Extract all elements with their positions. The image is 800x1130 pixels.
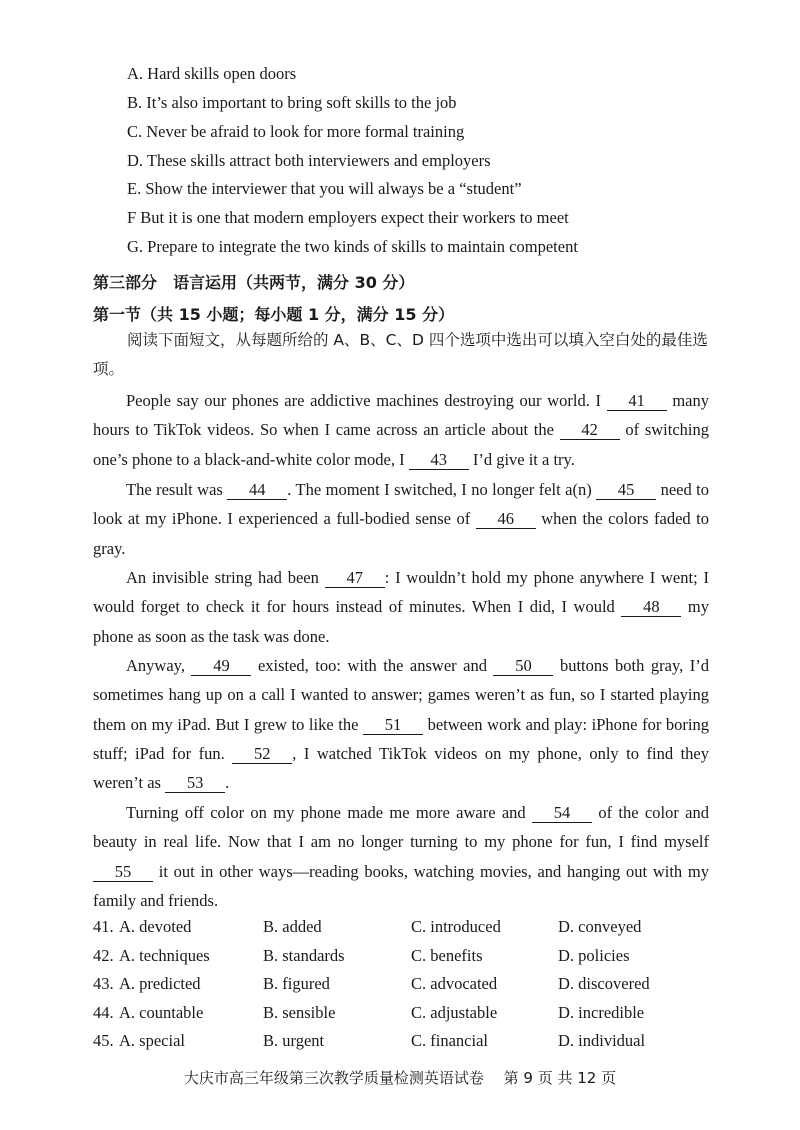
option-c: C. Never be afraid to look for more formal training [127, 122, 465, 141]
blank-41: 41 [607, 392, 667, 411]
blank-49: 49 [191, 657, 251, 676]
blank-44: 44 [227, 481, 287, 500]
choice-b: B. sensible [263, 1003, 336, 1022]
choice-row-43 [93, 974, 713, 1002]
option-e: E. Show the interviewer that you will always be a “student” [127, 179, 522, 198]
choice-c: C. advocated [411, 974, 498, 993]
choice-a: A. devoted [119, 917, 192, 936]
choice-row-44 [93, 1003, 713, 1031]
passage-paragraph: Turning off color on my phone made me more aware and 54 of the color and beauty in real life. Now that I am no longer turning to my phone for fun, I find myself 55 it out in other ways—reading books, watching movies, and hanging out with my family and friends. [93, 803, 709, 910]
blank-43: 43 [409, 451, 469, 470]
question-number: 45. [93, 1031, 114, 1050]
question-number: 41. [93, 917, 114, 936]
blank-53: 53 [165, 774, 225, 793]
question-number: 44. [93, 1003, 114, 1022]
passage-paragraph: Anyway, 49 existed, too: with the answer and 50 buttons both gray, I’d sometimes hang up on a call I wanted to answer; games weren’t as fun, so I started playing them on my iPad. But I grew to like the 51 between work and play: iPhone for boring stuff; iPad for fun. 52 , I watched TikTok videos on my phone, only to find they weren’t as 53 . [93, 656, 709, 793]
choice-a: A. predicted [119, 974, 201, 993]
blank-54: 54 [532, 804, 592, 823]
choice-c: C. adjustable [411, 1003, 498, 1022]
choice-d: D. policies [558, 946, 630, 965]
choice-b: B. added [263, 917, 322, 936]
blank-48: 48 [621, 598, 681, 617]
choice-d: D. conveyed [558, 917, 642, 936]
section1-heading: 第一节（共 15 小题；每小题 1 分，满分 15 分） [93, 305, 455, 324]
option-g: G. Prepare to integrate the two kinds of skills to maintain competent [127, 237, 578, 256]
page-footer: 大庆市高三年级第三次教学质量检测英语试卷 第 9 页 共 12 页 [183, 1069, 617, 1087]
option-a: A. Hard skills open doors [127, 64, 297, 83]
passage-paragraph: An invisible string had been 47 : I wouldn’t hold my phone anywhere I went; I would forget to check it for hours instead of minutes. When I did, I would 48 my phone as soon as the task was done. [93, 568, 709, 646]
part3-heading: 第三部分 语言运用（共两节，满分 30 分） [93, 273, 415, 292]
choice-b: B. urgent [263, 1031, 325, 1050]
blank-46: 46 [476, 510, 536, 529]
blank-55: 55 [93, 863, 153, 882]
option-b: B. It’s also important to bring soft skills to the job [127, 93, 457, 112]
choice-a: A. special [119, 1031, 185, 1050]
choice-b: B. figured [263, 974, 330, 993]
blank-42: 42 [560, 421, 620, 440]
choice-c: C. financial [411, 1031, 488, 1050]
instruction-text: 阅读下面短文，从每题所给的 A、B、C、D 四个选项中选出可以填入空白处的最佳选项。 [93, 331, 708, 378]
passage-paragraph: The result was 44 . The moment I switched, I no longer felt a(n) 45 need to look at my iPhone. I experienced a full-bodied sense of 46 when the colors faded to gray. [93, 480, 709, 558]
choice-row-45 [93, 1031, 713, 1059]
blank-50: 50 [493, 657, 553, 676]
choice-a: A. countable [119, 1003, 204, 1022]
choice-row-42 [93, 946, 713, 974]
choice-b: B. standards [263, 946, 345, 965]
choice-c: C. benefits [411, 946, 483, 965]
blank-51: 51 [363, 716, 423, 735]
option-d: D. These skills attract both interviewers and employers [127, 151, 491, 170]
choice-d: D. discovered [558, 974, 650, 993]
choice-d: D. individual [558, 1031, 646, 1050]
blank-52: 52 [232, 745, 292, 764]
question-number: 43. [93, 974, 114, 993]
blank-45: 45 [596, 481, 656, 500]
choice-c: C. introduced [411, 917, 501, 936]
passage-paragraph: People say our phones are addictive machines destroying our world. I 41 many hours to TikTok videos. So when I came across an article about the 42 of switching one’s phone to a black-and-white color mode, I 43 I’d give it a try. [93, 391, 709, 469]
choice-d: D. incredible [558, 1003, 645, 1022]
option-f: F But it is one that modern employers expect their workers to meet [127, 208, 569, 227]
blank-47: 47 [325, 569, 385, 588]
choice-row-41 [93, 917, 713, 945]
choice-a: A. techniques [119, 946, 210, 965]
question-number: 42. [93, 946, 114, 965]
